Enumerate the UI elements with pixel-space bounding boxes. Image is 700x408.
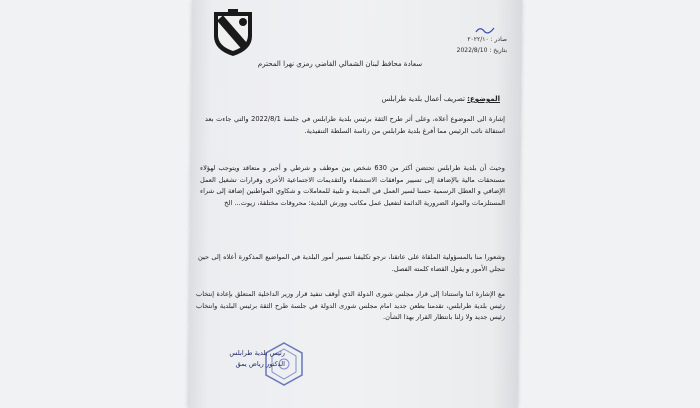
municipality-crest-icon [210, 8, 256, 58]
paragraph-2: وحيث أن بلدية طرابلس تحتضن أكثر من 630 شخص بين موظف و شرطي و أجير و متعاقد ويتوجب لهؤلاء مستحقات مالية بالإضافة إلى تسيير موافقات الاستشفاء والتقديمات الاجتماعية الأخرى وقرارات تشغيل العمل الإضافي و العطل الرسمية حسنا لسير العمل في المدينة و تلبية للمعاملات و شكاوي المواطنين إضافة إلى شراء المستلزمات والمواد الضرورية الدائمة لتفعيل عمل مكاتب وورش البلدية: محروقات مختلفة، زيوت... الخ [200, 164, 505, 207]
subject-line [300, 94, 500, 106]
signature-name: الدكتور رياض يمق [235, 360, 285, 368]
signature-title: رئيس بلدية طرابلس [229, 349, 285, 357]
paragraph-4: مع الإشارة اننا واستنادا إلى قرار مجلس شورى الدولة الذي أوقف تنفيذ قرار وزير الداخلية المتعلق بإعادة إنتخاب رئيس بلدية طرابلس، تقدمنا بطعن جديد امام مجلس شورى الدولة في جلسة طرح الثقة برئيس البلدية وانتخاب رئيس جديد ولا زلنا بانتظار القرار بهذا الشأن. [196, 290, 505, 322]
reference-number: صادر : ٢٠٢٢/١٠ [467, 36, 507, 43]
handwritten-reference-mark [474, 24, 496, 36]
paragraph-1: إشارة الى الموضوع أعلاه، وعلى أثر طرح الثقة برئيس بلدية طرابلس في جلسة 2022/8/1 والتي جاءت بعد استقالة نائب الرئيس مما أفرغ بلدية طرابلس من رئاسة السلطة التنفيذية. [205, 115, 506, 135]
paragraph-3: وشعورا منا بالمسؤولية الملقاة على عاتقنا، نرجو تكليفنا تسيير أمور البلدية في المواضيع المذكورة أعلاه إلى حين تنجلي الأمور و يقول القضاء كلمته الفصل. [198, 253, 505, 273]
subject-label: الموضوع: [467, 95, 500, 103]
signature-block [195, 348, 285, 370]
letter-date: بتاريخ : 2022/8/10 [456, 47, 507, 54]
subject-text: تصريف أعمال بلدية طرابلس [381, 95, 468, 103]
addressee-line: سعادة محافظ لبنان الشمالي القاضي رمزي نهرا المحترم [257, 60, 423, 68]
